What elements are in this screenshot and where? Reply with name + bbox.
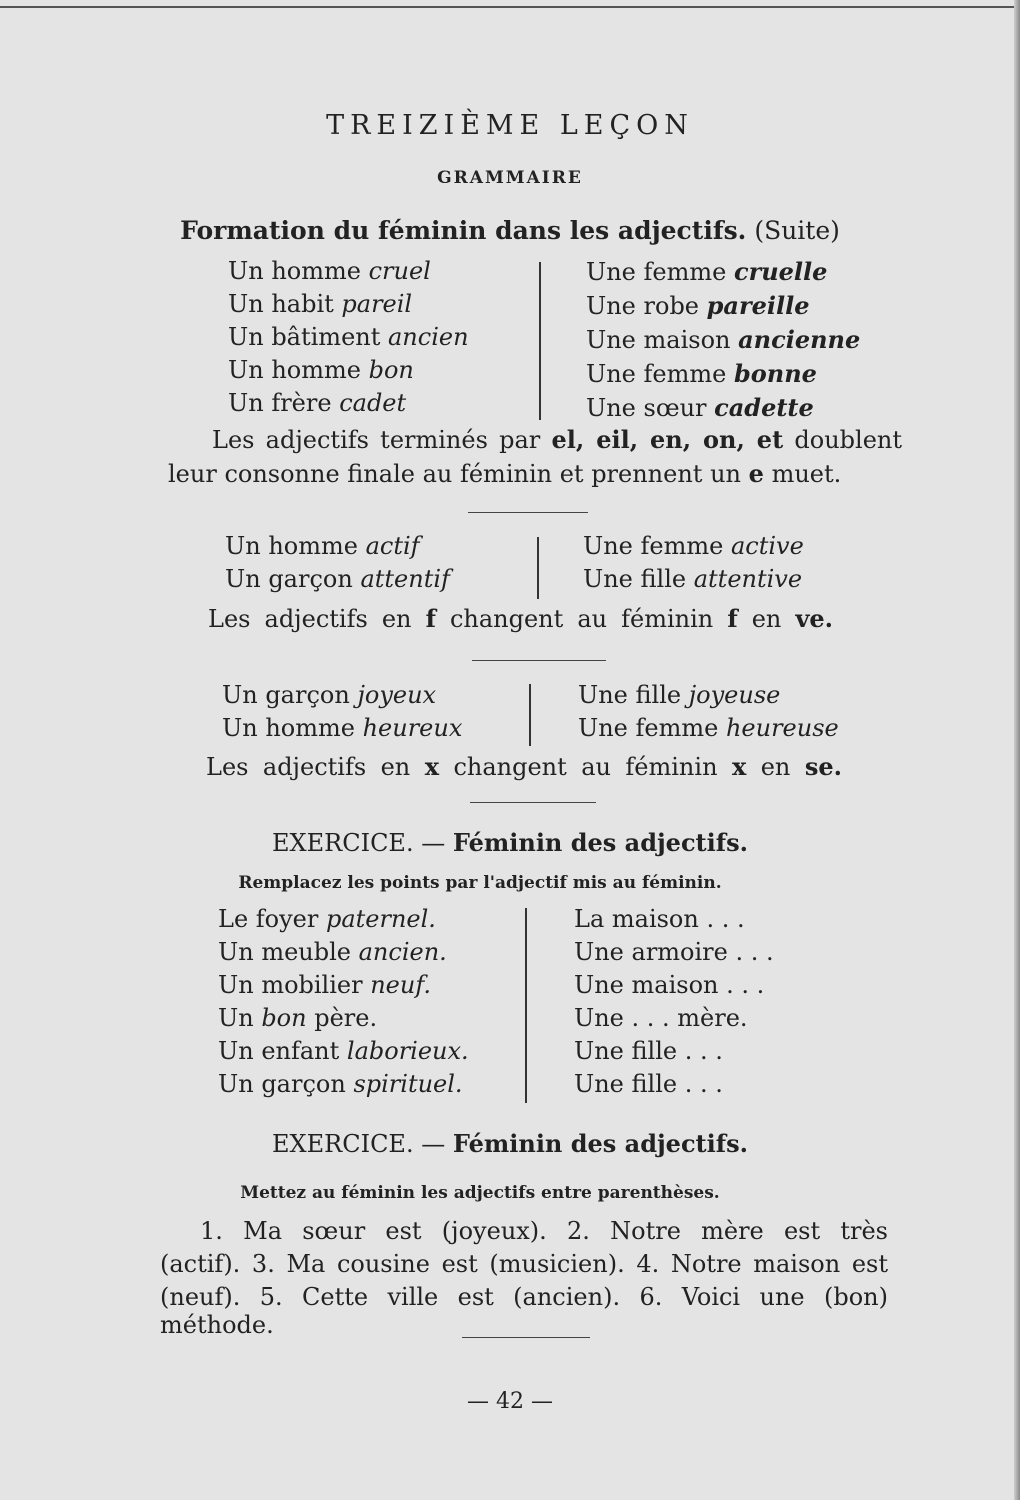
- list-item: Un homme bon: [228, 356, 414, 384]
- section3-right-list: [578, 679, 839, 745]
- list-item: Une femme heureuse: [578, 714, 839, 742]
- exercise2-heading: EXERCICE. — Féminin des adjectifs.: [272, 1129, 748, 1158]
- list-item: Une fille . . .: [574, 1037, 723, 1065]
- list-item: Une sœur cadette: [586, 393, 814, 422]
- column-divider: [525, 908, 527, 1103]
- lesson-title: TREIZIÈME LEÇON: [326, 110, 694, 141]
- exercise2-line1: 1. Ma sœur est (joyeux). 2. Notre mère est très: [200, 1217, 888, 1245]
- exercise2-line2: (actif). 3. Ma cousine est (musicien). 4. Notre maison est: [160, 1250, 888, 1278]
- list-item: Un enfant laborieux.: [218, 1037, 469, 1065]
- separator-rule: [462, 1337, 590, 1338]
- rule-text: Les adjectifs en x changent au féminin x en se.: [206, 752, 842, 781]
- list-item: Un mobilier neuf.: [218, 971, 431, 999]
- list-item: Un habit pareil: [228, 290, 413, 318]
- list-item: Un garçon spirituel.: [218, 1070, 463, 1098]
- exercise1-heading: EXERCICE. — Féminin des adjectifs.: [272, 828, 748, 857]
- list-item: Un garçon attentif: [225, 565, 450, 593]
- list-item: Le foyer paternel.: [218, 905, 436, 933]
- list-item: Une femme active: [583, 532, 804, 560]
- list-item: Une . . . mère.: [574, 1004, 748, 1032]
- list-item: Une maison . . .: [574, 971, 765, 999]
- list-item: Une robe pareille: [586, 291, 810, 320]
- list-item: Un bon père.: [218, 1004, 378, 1032]
- list-item: Une femme bonne: [586, 359, 817, 388]
- separator-rule: [468, 512, 588, 513]
- column-divider: [539, 262, 541, 420]
- list-item: Une fille . . .: [574, 1070, 723, 1098]
- rule-text-line2: leur consonne finale au féminin et prennent un e muet.: [168, 459, 842, 488]
- heading-bold: Formation du féminin dans les adjectifs.: [180, 216, 747, 245]
- list-item: Un bâtiment ancien: [228, 323, 469, 351]
- section1-right-list: [586, 255, 860, 425]
- exercise2-line3: (neuf). 5. Cette ville est (ancien). 6. Voici une (bon) méthode.: [160, 1283, 888, 1339]
- exercise1-left-list: [218, 903, 469, 1101]
- exercise2-instruction: Mettez au féminin les adjectifs entre parenthèses.: [240, 1183, 720, 1203]
- list-item: Un homme cruel: [228, 257, 431, 285]
- rule-text: Les adjectifs en f changent au féminin f en ve.: [208, 604, 834, 633]
- column-divider: [537, 537, 539, 599]
- section2-left-list: [225, 530, 450, 596]
- rule-text-line1: Les adjectifs terminés par el, eil, en, on, et doublent: [212, 425, 903, 454]
- section-subtitle: GRAMMAIRE: [437, 168, 583, 188]
- list-item: Une fille attentive: [583, 565, 803, 593]
- list-item: Une femme cruelle: [586, 257, 828, 286]
- heading-suffix: (Suite): [754, 216, 840, 245]
- list-item: Un homme heureux: [222, 714, 463, 742]
- separator-rule: [472, 660, 606, 661]
- list-item: Une maison ancienne: [586, 325, 861, 354]
- list-item: La maison . . .: [574, 905, 745, 933]
- section2-right-list: [583, 530, 804, 596]
- page-number: — 42 —: [467, 1389, 553, 1414]
- section1-left-list: [228, 255, 469, 420]
- column-divider: [529, 684, 531, 746]
- list-item: Une fille joyeuse: [578, 681, 781, 709]
- list-item: Un frère cadet: [228, 389, 407, 417]
- list-item: Un meuble ancien.: [218, 938, 447, 966]
- separator-rule: [470, 802, 596, 803]
- exercise1-instruction: Remplacez les points par l'adjectif mis au féminin.: [238, 873, 722, 893]
- list-item: Un garçon joyeux: [222, 681, 437, 709]
- list-item: Une armoire . . .: [574, 938, 774, 966]
- list-item: Un homme actif: [225, 532, 420, 560]
- section3-left-list: [222, 679, 462, 745]
- section-heading: [0, 216, 1020, 245]
- exercise1-right-list: [574, 903, 774, 1101]
